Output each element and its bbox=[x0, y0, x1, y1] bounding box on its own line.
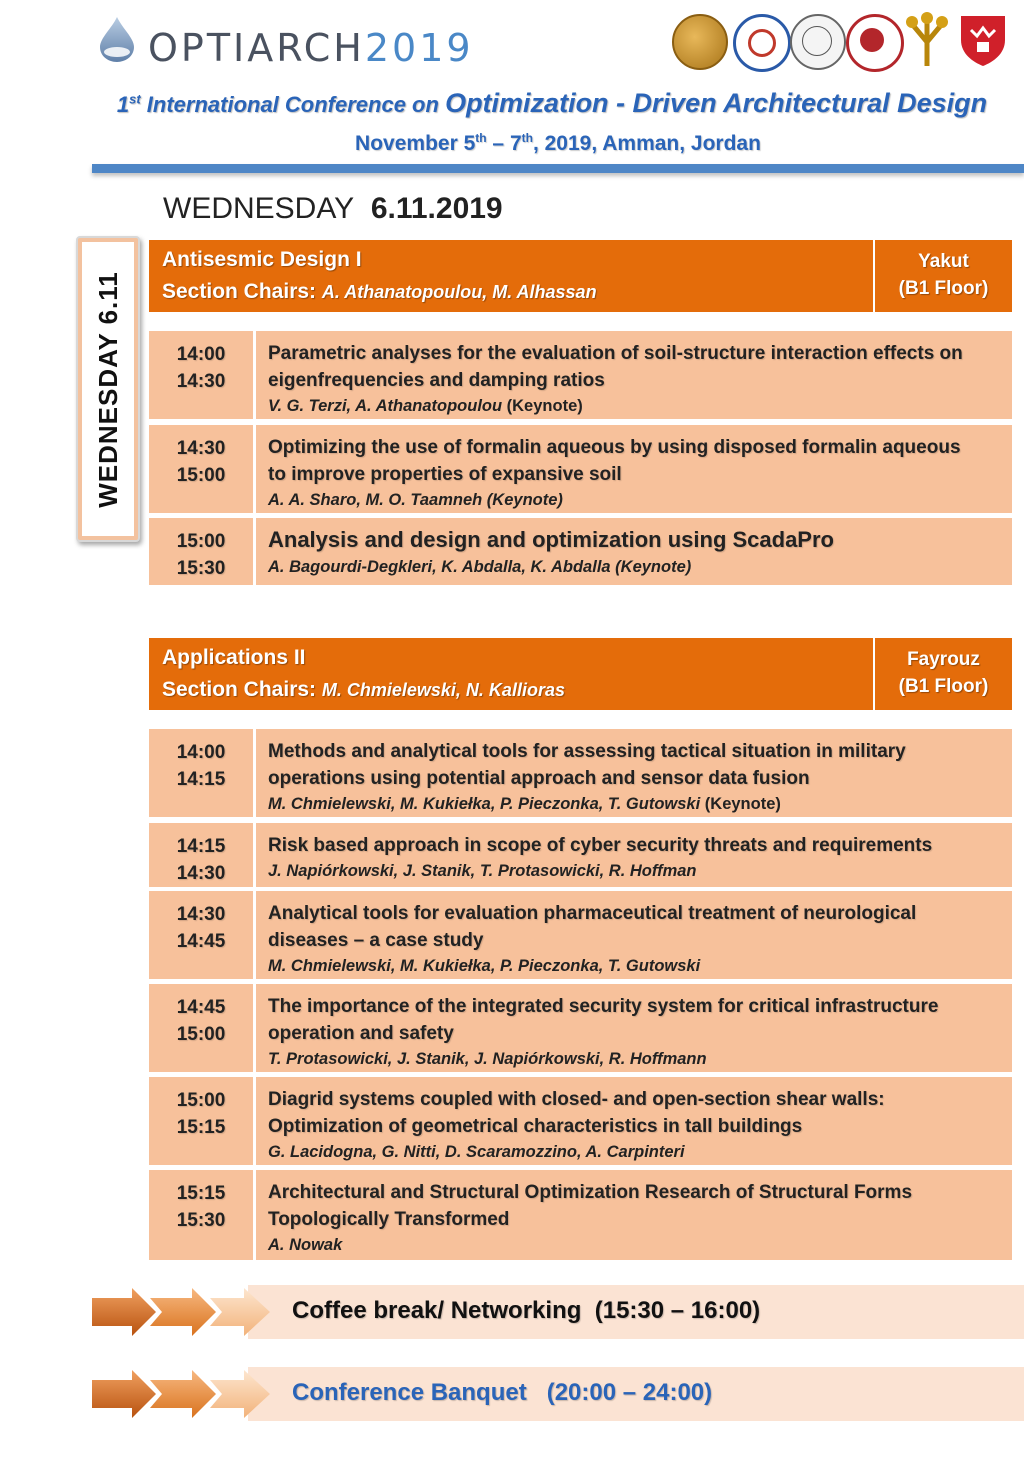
talk-time: 15:00 15:15 bbox=[149, 1077, 253, 1165]
coffee-break-label: Coffee break/ Networking (15:30 – 16:00) bbox=[292, 1297, 761, 1324]
talk-authors: T. Protasowicki, J. Stanik, J. Napiórkowski, R. Hoffmann bbox=[268, 1050, 707, 1068]
talk-title: Architectural and Structural Optimization Research of Structural Forms Topologically Transformed bbox=[268, 1182, 913, 1230]
talk-details bbox=[256, 891, 1012, 979]
day-heading: WEDNESDAY 6.11.2019 bbox=[163, 192, 503, 225]
talk-time: 14:00 14:30 bbox=[149, 331, 253, 419]
session-room: Yakut (B1 Floor) bbox=[875, 240, 1012, 312]
conference-title: 1st International Conference on Optimization - Driven Architectural Design bbox=[116, 88, 988, 118]
chevron-arrows-icon bbox=[92, 1284, 272, 1340]
talk-details bbox=[256, 331, 1012, 419]
talk-title: Risk based approach in scope of cyber security threats and requirements bbox=[268, 835, 933, 856]
session-title: Applications II bbox=[162, 646, 306, 669]
talk-row bbox=[149, 1077, 1012, 1165]
talk-row bbox=[149, 1170, 1012, 1260]
talk-time: 14:30 14:45 bbox=[149, 891, 253, 979]
session-room: Fayrouz (B1 Floor) bbox=[875, 638, 1012, 710]
talk-authors: A. A. Sharo, M. O. Taamneh (Keynote) bbox=[268, 491, 563, 509]
day-side-tab-label: WEDNESDAY 6.11 bbox=[92, 270, 123, 508]
conference-logo bbox=[92, 12, 474, 82]
talk-time: 15:00 15:30 bbox=[149, 518, 253, 585]
chevron-arrows-icon bbox=[92, 1366, 272, 1422]
talk-row bbox=[149, 823, 1012, 887]
talk-time: 15:15 15:30 bbox=[149, 1170, 253, 1260]
talk-row bbox=[149, 331, 1012, 419]
talk-title: Parametric analyses for the evaluation of soil-structure interaction effects on eigenfrequencies and damping ratios bbox=[268, 343, 963, 391]
partner-seal-blue-icon bbox=[733, 14, 791, 72]
talk-details bbox=[256, 1170, 1012, 1260]
talk-row bbox=[149, 891, 1012, 979]
talk-row bbox=[149, 425, 1012, 513]
talk-title: Analytical tools for evaluation pharmaceutical treatment of neurological diseases – a case study bbox=[268, 903, 917, 951]
talk-row bbox=[149, 729, 1012, 817]
session-chairs: Section Chairs: A. Athanatopoulou, M. Alhassan bbox=[162, 280, 597, 303]
banquet-bar bbox=[248, 1367, 1024, 1421]
talk-title: Methods and analytical tools for assessing tactical situation in military operations using potential approach and sensor data fusion bbox=[268, 741, 906, 789]
coffee-break-bar bbox=[248, 1285, 1024, 1339]
talk-details bbox=[256, 984, 1012, 1072]
talk-authors: M. Chmielewski, M. Kukiełka, P. Pieczonka, T. Gutowski (Keynote) bbox=[268, 795, 781, 813]
talk-title: Optimizing the use of formalin aqueous by using disposed formalin aqueous to improve properties of expansive soil bbox=[268, 437, 961, 485]
session-chairs: Section Chairs: M. Chmielewski, N. Kallioras bbox=[162, 678, 565, 701]
talk-authors: V. G. Terzi, A. Athanatopoulou (Keynote) bbox=[268, 397, 583, 415]
logo-wordmark: OPTIARCH2019 bbox=[148, 26, 474, 70]
talk-row bbox=[149, 984, 1012, 1072]
talk-authors: M. Chmielewski, M. Kukiełka, P. Pieczonka, T. Gutowski bbox=[268, 957, 701, 975]
partner-shield-logo-icon bbox=[957, 12, 1009, 68]
conference-date: November 5th – 7th, 2019, Amman, Jordan bbox=[355, 131, 761, 155]
talk-details bbox=[256, 425, 1012, 513]
talk-authors: G. Lacidogna, G. Nitti, D. Scaramozzino, A. Carpinteri bbox=[268, 1143, 685, 1161]
talk-authors: A. Nowak bbox=[268, 1236, 343, 1254]
talk-authors: A. Bagourdi-Degkleri, K. Abdalla, K. Abdalla (Keynote) bbox=[268, 558, 692, 576]
partner-seal-grey-icon bbox=[790, 14, 846, 70]
talk-title: Diagrid systems coupled with closed- and open-section shear walls: Optimization of geometrical characteristics in tall buildings bbox=[268, 1089, 885, 1137]
talk-time: 14:15 14:30 bbox=[149, 823, 253, 887]
talk-title: Analysis and design and optimization using ScadaPro bbox=[268, 527, 834, 552]
talk-row bbox=[149, 518, 1012, 585]
day-side-tab bbox=[76, 236, 140, 542]
talk-title: The importance of the integrated security system for critical infrastructure operation and safety bbox=[268, 996, 939, 1044]
talk-authors: J. Napiórkowski, J. Stanik, T. Protasowicki, R. Hoffman bbox=[268, 862, 697, 880]
session-header bbox=[149, 638, 873, 710]
talk-time: 14:00 14:15 bbox=[149, 729, 253, 817]
header-divider bbox=[92, 164, 1024, 173]
talk-details bbox=[256, 518, 1012, 585]
partner-seal-gold-icon bbox=[672, 14, 728, 70]
partner-tree-logo-icon bbox=[902, 12, 952, 68]
banquet-label: Conference Banquet (20:00 – 24:00) bbox=[292, 1379, 713, 1406]
session-header bbox=[149, 240, 873, 312]
session-title: Antisesmic Design I bbox=[162, 248, 362, 271]
talk-time: 14:45 15:00 bbox=[149, 984, 253, 1072]
talk-details bbox=[256, 729, 1012, 817]
talk-details bbox=[256, 1077, 1012, 1165]
talk-time: 14:30 15:00 bbox=[149, 425, 253, 513]
droplet-logo-icon bbox=[92, 14, 142, 64]
talk-details bbox=[256, 823, 1012, 887]
partner-seal-red-icon bbox=[846, 14, 904, 72]
